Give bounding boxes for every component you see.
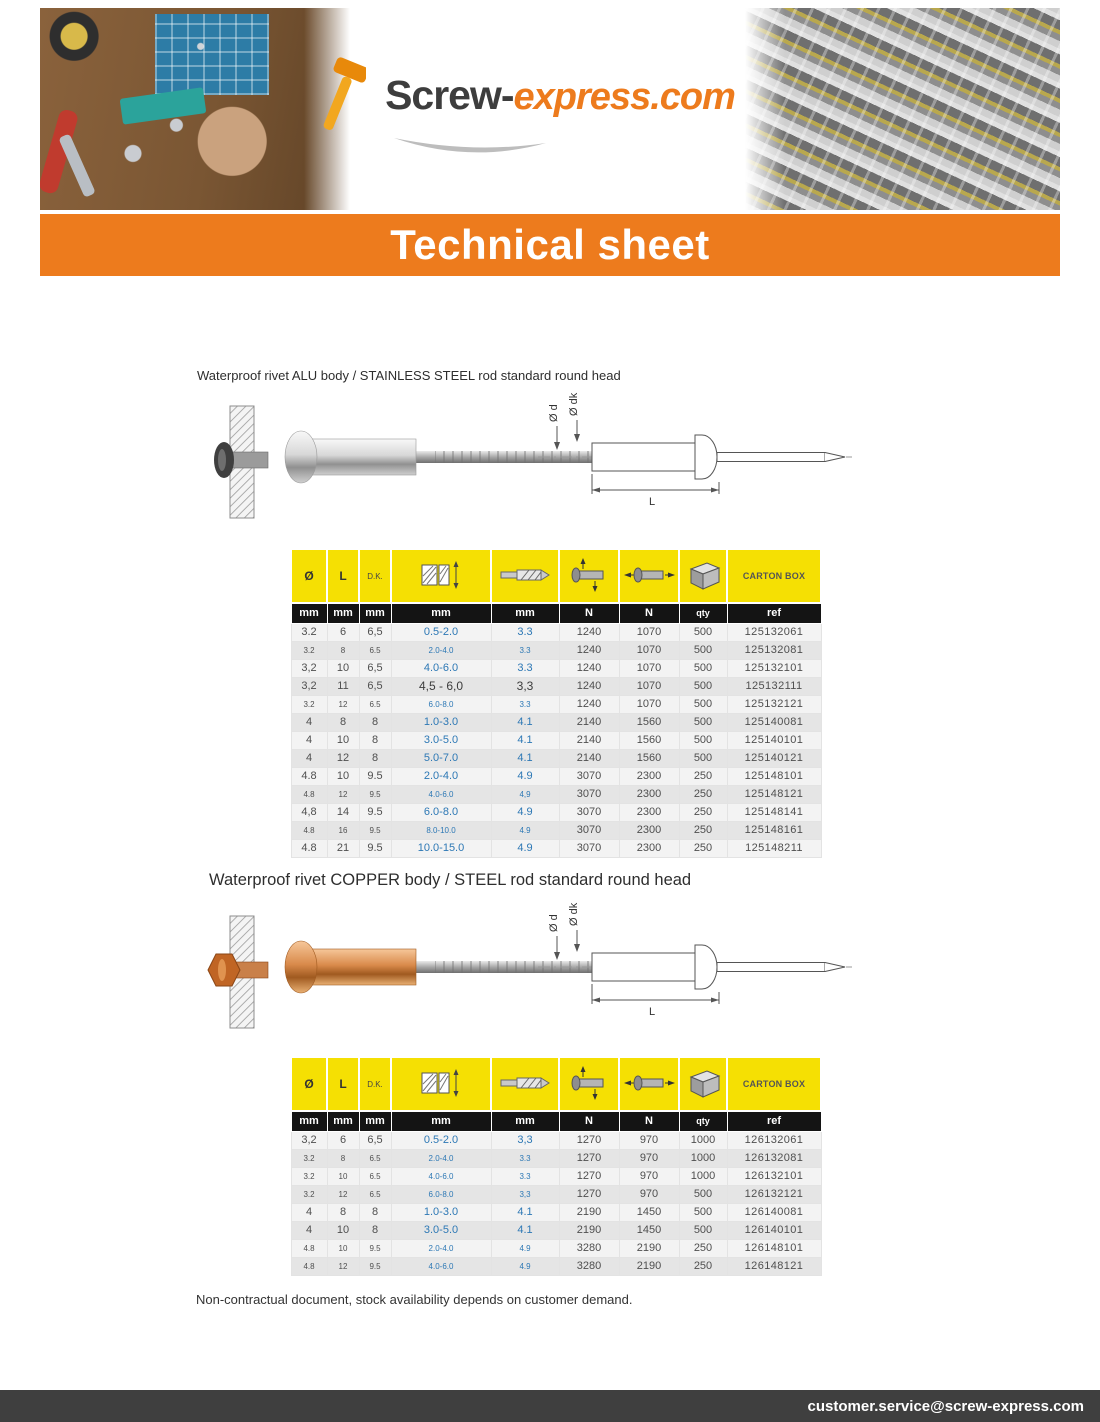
table-row: [291, 641, 821, 659]
table-row: [291, 821, 821, 839]
cell: 4.0-6.0: [391, 785, 491, 803]
cell: 12: [327, 785, 359, 803]
col-length: L: [327, 1057, 359, 1111]
cell: 4.0-6.0: [391, 659, 491, 677]
drill-bit-icon: [491, 549, 559, 603]
technical-drawing-copper: [538, 930, 852, 1004]
cell: 8: [327, 713, 359, 731]
cell: 3.3: [491, 1149, 559, 1167]
cell: 11: [327, 677, 359, 695]
unit-cell: N: [559, 603, 619, 623]
cell: 6.5: [359, 695, 391, 713]
cell: 3.2: [291, 1185, 327, 1203]
cell: 126132061: [727, 1131, 821, 1149]
cell: 3.3: [491, 623, 559, 641]
cell: 250: [679, 803, 727, 821]
cell: 2300: [619, 767, 679, 785]
logo-text-express: express.com: [513, 76, 735, 118]
cell: 2190: [559, 1221, 619, 1239]
cell: 12: [327, 1257, 359, 1275]
col-length: L: [327, 549, 359, 603]
tensile-strength-icon: [619, 1057, 679, 1111]
cell: 250: [679, 785, 727, 803]
cell: 500: [679, 731, 727, 749]
cell: 250: [679, 839, 727, 857]
cell: 125132061: [727, 623, 821, 641]
cell: 6.5: [359, 641, 391, 659]
cell: 4: [291, 713, 327, 731]
table-row: [291, 1203, 821, 1221]
cell: 125148141: [727, 803, 821, 821]
cell: 125132121: [727, 695, 821, 713]
cell: 6.0-8.0: [391, 695, 491, 713]
table-row: [291, 767, 821, 785]
cell: 2.0-4.0: [391, 1239, 491, 1257]
tensile-strength-icon: [619, 549, 679, 603]
cell: 126132121: [727, 1185, 821, 1203]
cell: 3.2: [291, 695, 327, 713]
cell: 4: [291, 1203, 327, 1221]
carton-box-icon: [679, 549, 727, 603]
cell: 4.9: [491, 1239, 559, 1257]
cell: 4: [291, 731, 327, 749]
cell: 4.1: [491, 749, 559, 767]
photo-wrench: [58, 134, 96, 198]
cell: 1.0-3.0: [391, 1203, 491, 1221]
cell: 21: [327, 839, 359, 857]
cell: 3.2: [291, 1149, 327, 1167]
contact-bar: [0, 1390, 1100, 1422]
table-row: [291, 1239, 821, 1257]
table-header-row: [291, 549, 821, 603]
table-row: [291, 695, 821, 713]
cell: 125140121: [727, 749, 821, 767]
cell: 6: [327, 623, 359, 641]
header-photo-screws: [745, 8, 1060, 210]
cell: 500: [679, 713, 727, 731]
cell: 126140081: [727, 1203, 821, 1221]
section-title-copper: Waterproof rivet COPPER body / STEEL rod standard round head: [209, 871, 692, 889]
cell: 2190: [619, 1239, 679, 1257]
cell: 10: [327, 659, 359, 677]
cross-section-copper: [208, 916, 268, 1028]
unit-cell: N: [619, 603, 679, 623]
cell: 1560: [619, 749, 679, 767]
cell: 9.5: [359, 785, 391, 803]
cell: 4.9: [491, 839, 559, 857]
cell: 250: [679, 821, 727, 839]
cell: 2140: [559, 713, 619, 731]
cell: 14: [327, 803, 359, 821]
table-row: [291, 785, 821, 803]
cell: 970: [619, 1131, 679, 1149]
table-row: [291, 1149, 821, 1167]
cell: 125132111: [727, 677, 821, 695]
unit-cell: N: [559, 1111, 619, 1131]
cell: 500: [679, 695, 727, 713]
logo: [360, 72, 760, 119]
table-row: [291, 1185, 821, 1203]
table-row: [291, 623, 821, 641]
cell: 1.0-3.0: [391, 713, 491, 731]
table-row: [291, 659, 821, 677]
cell: 125132101: [727, 659, 821, 677]
cell: 3,3: [491, 1185, 559, 1203]
col-diameter: Ø: [291, 549, 327, 603]
table-header-row: [291, 1057, 821, 1111]
cell: 4.8: [291, 767, 327, 785]
cell: 1000: [679, 1167, 727, 1185]
cell: 4.8: [291, 1257, 327, 1275]
cell: 1450: [619, 1221, 679, 1239]
rivet-diagram-alu: [200, 392, 860, 537]
cell: 10.0-15.0: [391, 839, 491, 857]
cell: 6,5: [359, 623, 391, 641]
cell: 970: [619, 1149, 679, 1167]
cell: 3070: [559, 803, 619, 821]
cell: 9.5: [359, 1239, 391, 1257]
table-row: [291, 1257, 821, 1275]
col-dk: D.K.: [359, 1057, 391, 1111]
photo-organizer-box: [155, 14, 270, 95]
cell: 10: [327, 767, 359, 785]
cell: 500: [679, 1221, 727, 1239]
cell: 4: [291, 749, 327, 767]
dim-label-d: Ø d: [548, 404, 560, 422]
cell: 1270: [559, 1167, 619, 1185]
cell: 4,8: [291, 803, 327, 821]
logo-swoosh: [390, 134, 550, 160]
cell: 12: [327, 695, 359, 713]
cell: 1070: [619, 695, 679, 713]
cell: 2140: [559, 749, 619, 767]
cross-section-alu: [214, 406, 268, 518]
cell: 1560: [619, 731, 679, 749]
grip-range-icon: [391, 1057, 491, 1111]
table-row: [291, 731, 821, 749]
cell: 1240: [559, 677, 619, 695]
cell: 2.0-4.0: [391, 767, 491, 785]
cell: 126148101: [727, 1239, 821, 1257]
cell: 500: [679, 659, 727, 677]
unit-cell: mm: [327, 1111, 359, 1131]
table-row: [291, 803, 821, 821]
cell: 1070: [619, 677, 679, 695]
cell: 12: [327, 749, 359, 767]
cell: 3.2: [291, 623, 327, 641]
cell: 4,5 - 6,0: [391, 677, 491, 695]
unit-cell: mm: [491, 603, 559, 623]
cell: 6.0-8.0: [391, 803, 491, 821]
cell: 500: [679, 677, 727, 695]
cell: 1450: [619, 1203, 679, 1221]
cell: 2300: [619, 821, 679, 839]
unit-row: [291, 603, 821, 623]
cell: 12: [327, 1185, 359, 1203]
cell: 125148161: [727, 821, 821, 839]
cell: 126148121: [727, 1257, 821, 1275]
contact-email: customer.service@screw-express.com: [807, 1397, 1084, 1415]
carton-box-label: CARTON BOX: [727, 549, 821, 603]
carton-box-icon: [679, 1057, 727, 1111]
col-dk: D.K.: [359, 549, 391, 603]
cell: 125148121: [727, 785, 821, 803]
cell: 125132081: [727, 641, 821, 659]
cell: 8: [327, 1149, 359, 1167]
shear-strength-icon: [559, 549, 619, 603]
cell: 4.9: [491, 1257, 559, 1275]
cell: 2.0-4.0: [391, 641, 491, 659]
unit-cell: mm: [391, 1111, 491, 1131]
cell: 1070: [619, 623, 679, 641]
cell: 500: [679, 1185, 727, 1203]
page-title: Technical sheet: [390, 221, 710, 268]
header-photo-tools: [40, 8, 350, 210]
section-title-alu: Waterproof rivet ALU body / STAINLESS STEEL rod standard round head: [197, 368, 621, 383]
cell: 500: [679, 623, 727, 641]
cell: 9.5: [359, 803, 391, 821]
cell: 1240: [559, 659, 619, 677]
unit-row: [291, 1111, 821, 1131]
cell: 4.0-6.0: [391, 1257, 491, 1275]
cell: 4: [291, 1221, 327, 1239]
cell: 3.2: [291, 1167, 327, 1185]
cell: 8: [359, 1203, 391, 1221]
cell: 4.8: [291, 1239, 327, 1257]
cell: 6: [327, 1131, 359, 1149]
cell: 500: [679, 1203, 727, 1221]
table-row: [291, 839, 821, 857]
cell: 1070: [619, 641, 679, 659]
col-diameter: Ø: [291, 1057, 327, 1111]
cell: 0.5-2.0: [391, 623, 491, 641]
cell: 9.5: [359, 821, 391, 839]
cell: 9.5: [359, 839, 391, 857]
cell: 1070: [619, 659, 679, 677]
cell: 6,5: [359, 659, 391, 677]
cell: 3070: [559, 839, 619, 857]
technical-drawing-alu: [538, 420, 852, 494]
title-banner: [40, 214, 1060, 276]
cell: 6.5: [359, 1149, 391, 1167]
cell: 4.9: [491, 767, 559, 785]
spec-table-copper: [290, 1056, 822, 1276]
cell: 3,3: [491, 1131, 559, 1149]
cell: 5.0-7.0: [391, 749, 491, 767]
cell: 4.8: [291, 821, 327, 839]
grip-range-icon: [391, 549, 491, 603]
cell: 8: [359, 713, 391, 731]
cell: 500: [679, 641, 727, 659]
cell: 970: [619, 1167, 679, 1185]
table-row: [291, 1221, 821, 1239]
table-row: [291, 677, 821, 695]
cell: 3070: [559, 785, 619, 803]
cell: 6,5: [359, 1131, 391, 1149]
cell: 1240: [559, 623, 619, 641]
photo-teal-tool: [119, 87, 206, 125]
cell: 10: [327, 1221, 359, 1239]
cell: 3.3: [491, 695, 559, 713]
cell: 125140081: [727, 713, 821, 731]
cell: 0.5-2.0: [391, 1131, 491, 1149]
cell: 2300: [619, 839, 679, 857]
cell: 8.0-10.0: [391, 821, 491, 839]
cell: 16: [327, 821, 359, 839]
table-row: [291, 1131, 821, 1149]
dim-label-dk: Ø dk: [568, 392, 580, 416]
cell: 1270: [559, 1149, 619, 1167]
shear-strength-icon: [559, 1057, 619, 1111]
cell: 4.0-6.0: [391, 1167, 491, 1185]
cell: 3.3: [491, 659, 559, 677]
cell: 970: [619, 1185, 679, 1203]
cell: 4,9: [491, 785, 559, 803]
dim-label-l: L: [648, 496, 656, 508]
dim-label-dk: Ø dk: [568, 902, 580, 926]
cell: 6.5: [359, 1167, 391, 1185]
cell: 8: [359, 1221, 391, 1239]
cell: 9.5: [359, 767, 391, 785]
cell: 250: [679, 1257, 727, 1275]
cell: 10: [327, 731, 359, 749]
dim-label-d: Ø d: [548, 914, 560, 932]
cell: 2140: [559, 731, 619, 749]
cell: 2300: [619, 803, 679, 821]
cell: 1000: [679, 1149, 727, 1167]
cell: 3.0-5.0: [391, 1221, 491, 1239]
cell: 126140101: [727, 1221, 821, 1239]
logo-text-screw: Screw-: [385, 72, 514, 118]
cell: 3.2: [291, 641, 327, 659]
disclaimer-note: Non-contractual document, stock availability depends on customer demand.: [196, 1292, 633, 1307]
cell: 1270: [559, 1131, 619, 1149]
cell: 4.1: [491, 731, 559, 749]
cell: 126132081: [727, 1149, 821, 1167]
cell: 2190: [559, 1203, 619, 1221]
cell: 4.8: [291, 839, 327, 857]
cell: 10: [327, 1239, 359, 1257]
cell: 4.1: [491, 713, 559, 731]
unit-cell: N: [619, 1111, 679, 1131]
unit-cell: qty: [679, 603, 727, 623]
cell: 8: [359, 749, 391, 767]
cell: 125140101: [727, 731, 821, 749]
cell: 3,2: [291, 677, 327, 695]
cell: 125148211: [727, 839, 821, 857]
cell: 3070: [559, 821, 619, 839]
cell: 500: [679, 749, 727, 767]
cell: 4.9: [491, 821, 559, 839]
cell: 4.9: [491, 803, 559, 821]
cell: 1240: [559, 641, 619, 659]
unit-cell: qty: [679, 1111, 727, 1131]
cell: 3.0-5.0: [391, 731, 491, 749]
cell: 3,2: [291, 1131, 327, 1149]
table-row: [291, 1167, 821, 1185]
cell: 250: [679, 767, 727, 785]
unit-cell: mm: [291, 603, 327, 623]
unit-cell: ref: [727, 1111, 821, 1131]
cell: 4.1: [491, 1203, 559, 1221]
cell: 1000: [679, 1131, 727, 1149]
cell: 2300: [619, 785, 679, 803]
cell: 126132101: [727, 1167, 821, 1185]
unit-cell: mm: [291, 1111, 327, 1131]
unit-cell: mm: [359, 1111, 391, 1131]
carton-box-label: CARTON BOX: [727, 1057, 821, 1111]
cell: 8: [327, 641, 359, 659]
cell: 1560: [619, 713, 679, 731]
cell: 6,5: [359, 677, 391, 695]
unit-cell: ref: [727, 603, 821, 623]
cell: 3280: [559, 1257, 619, 1275]
cell: 250: [679, 1239, 727, 1257]
unit-cell: mm: [391, 603, 491, 623]
table-row: [291, 749, 821, 767]
cell: 10: [327, 1167, 359, 1185]
dim-label-l: L: [648, 1006, 656, 1018]
cell: 8: [359, 731, 391, 749]
cell: 3.3: [491, 1167, 559, 1185]
unit-cell: mm: [359, 603, 391, 623]
cell: 9.5: [359, 1257, 391, 1275]
spec-table-alu: [290, 548, 822, 858]
cell: 1240: [559, 695, 619, 713]
cell: 6.5: [359, 1185, 391, 1203]
cell: 125148101: [727, 767, 821, 785]
cell: 3,2: [291, 659, 327, 677]
cell: 2190: [619, 1257, 679, 1275]
cell: 3.3: [491, 641, 559, 659]
decorative-hammer-icon: [316, 52, 366, 138]
cell: 4.8: [291, 785, 327, 803]
cell: 1270: [559, 1185, 619, 1203]
unit-cell: mm: [327, 603, 359, 623]
cell: 8: [327, 1203, 359, 1221]
cell: 3280: [559, 1239, 619, 1257]
cell: 3,3: [491, 677, 559, 695]
cell: 3070: [559, 767, 619, 785]
unit-cell: mm: [491, 1111, 559, 1131]
rivet-diagram-copper: [200, 902, 860, 1047]
cell: 6.0-8.0: [391, 1185, 491, 1203]
table-row: [291, 713, 821, 731]
drill-bit-icon: [491, 1057, 559, 1111]
cell: 4.1: [491, 1221, 559, 1239]
cell: 2.0-4.0: [391, 1149, 491, 1167]
